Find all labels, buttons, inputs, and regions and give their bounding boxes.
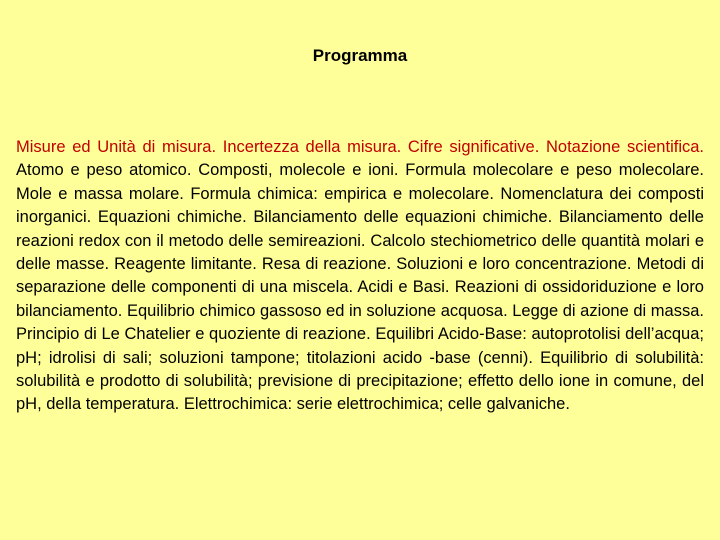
body-highlight-text: Misure ed Unità di misura. Incertezza della misura. Cifre significative. Notazione scientifica. <box>16 138 704 156</box>
body-text: Atomo e peso atomico. Composti, molecole e ioni. Formula molecolare e peso molecolare. Mole e massa molare. Formula chimica: empirica e molecolare. Nomenclatura dei composti inorganici. Equazioni chimiche. Bilanciamento delle equazioni chimiche. Bilanciamento delle reazioni redox con il metodo delle semireazioni. Calcolo stechiometrico delle quantità molari e delle masse. Reagente limitante. Resa di reazione. Soluzioni e loro concentrazione. Metodi di separazione delle componenti di una miscela. Acidi e Basi. Reazioni di ossidoriduzione e loro bilanciamento. Equilibrio chimico gassoso ed in soluzione acquosa. Legge di azione di massa. Principio di Le Chatelier e quoziente di reazione. Equilibri Acido-Base: autoprotolisi dell’acqua; pH; idrolisi di sali; soluzioni tampone; titolazioni acido -base (cenni). Equilibrio di solubilità: solubilità e prodotto di solubilità; previsione di precipitazione; effetto dello ione in comune, del pH, della temperatura. Elettrochimica: serie elettrochimica; celle galvaniche. <box>16 161 704 414</box>
slide-title: Programma <box>312 46 408 65</box>
slide-body <box>16 136 704 417</box>
